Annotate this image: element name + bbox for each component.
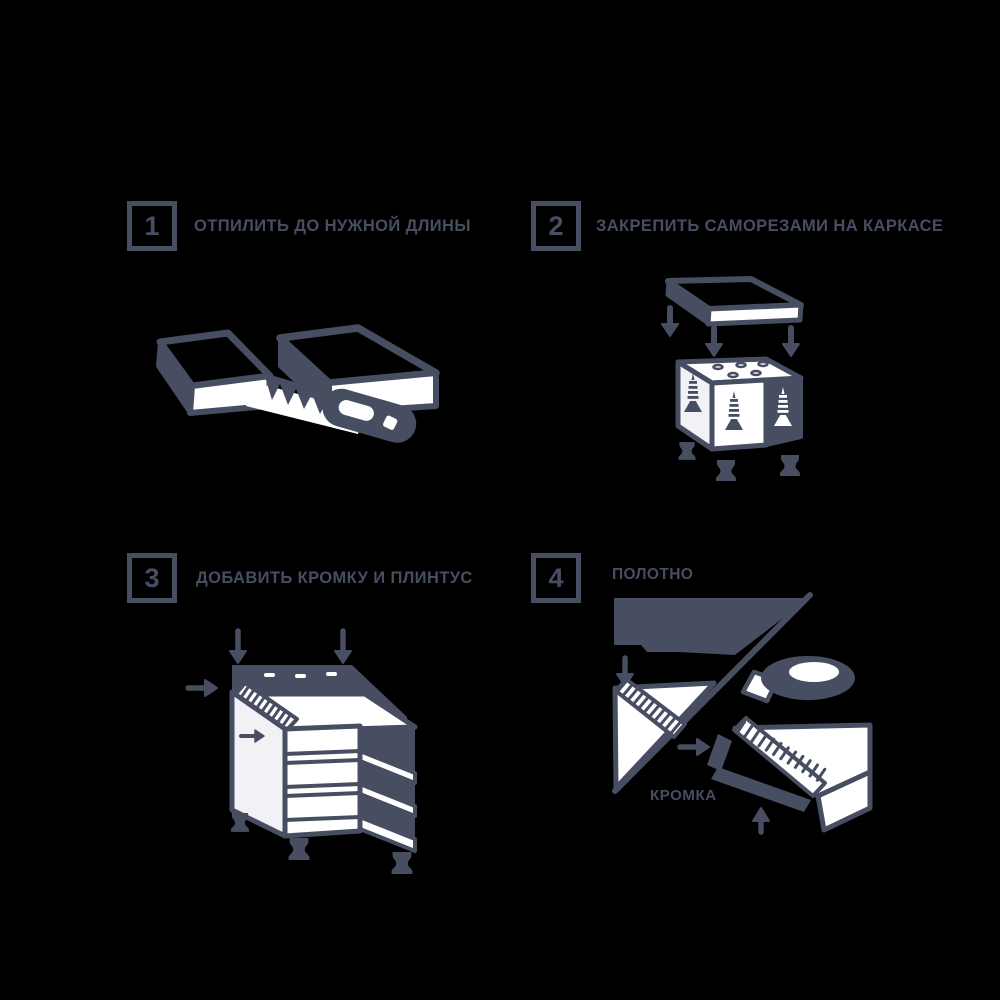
step-3-number: 3 xyxy=(144,562,160,593)
step-2-number: 2 xyxy=(548,210,564,241)
step-4-title: ПОЛОТНО xyxy=(612,566,694,583)
countertop-screwed-to-cabinet-icon xyxy=(598,268,883,493)
step-4-number: 4 xyxy=(548,562,564,593)
step-1-title: ОТПИЛИТЬ ДО НУЖНОЙ ДЛИНЫ xyxy=(194,217,471,235)
step-2-title: ЗАКРЕПИТЬ САМОРЕЗАМИ НА КАРКАСЕ xyxy=(596,217,944,235)
cross-section-triangle xyxy=(615,679,714,788)
step-3-number-badge xyxy=(127,553,177,603)
board-corner xyxy=(711,718,870,830)
side-arrow-icon xyxy=(188,680,217,696)
cabinet-interior xyxy=(360,727,415,851)
tape-roll-icon xyxy=(743,656,855,701)
right-arrow-icon xyxy=(680,739,709,755)
down-arrow-icons xyxy=(230,631,351,663)
step-2-number-badge xyxy=(531,201,581,251)
up-arrow-icon xyxy=(753,808,769,832)
edge-strip xyxy=(707,734,732,771)
step-1-number-badge xyxy=(127,201,177,251)
edge-label: КРОМКА xyxy=(650,787,717,804)
saw-cutting-board-icon xyxy=(130,316,460,466)
step-3-title: ДОБАВИТЬ КРОМКУ И ПЛИНТУС xyxy=(196,569,473,587)
countertop-panel xyxy=(667,279,801,324)
edge-banding-tape-icon xyxy=(528,548,893,863)
step-1-number: 1 xyxy=(144,210,160,241)
cabinet-with-edge-and-plinth-icon xyxy=(168,615,473,885)
cabinet-front-face xyxy=(285,726,360,836)
